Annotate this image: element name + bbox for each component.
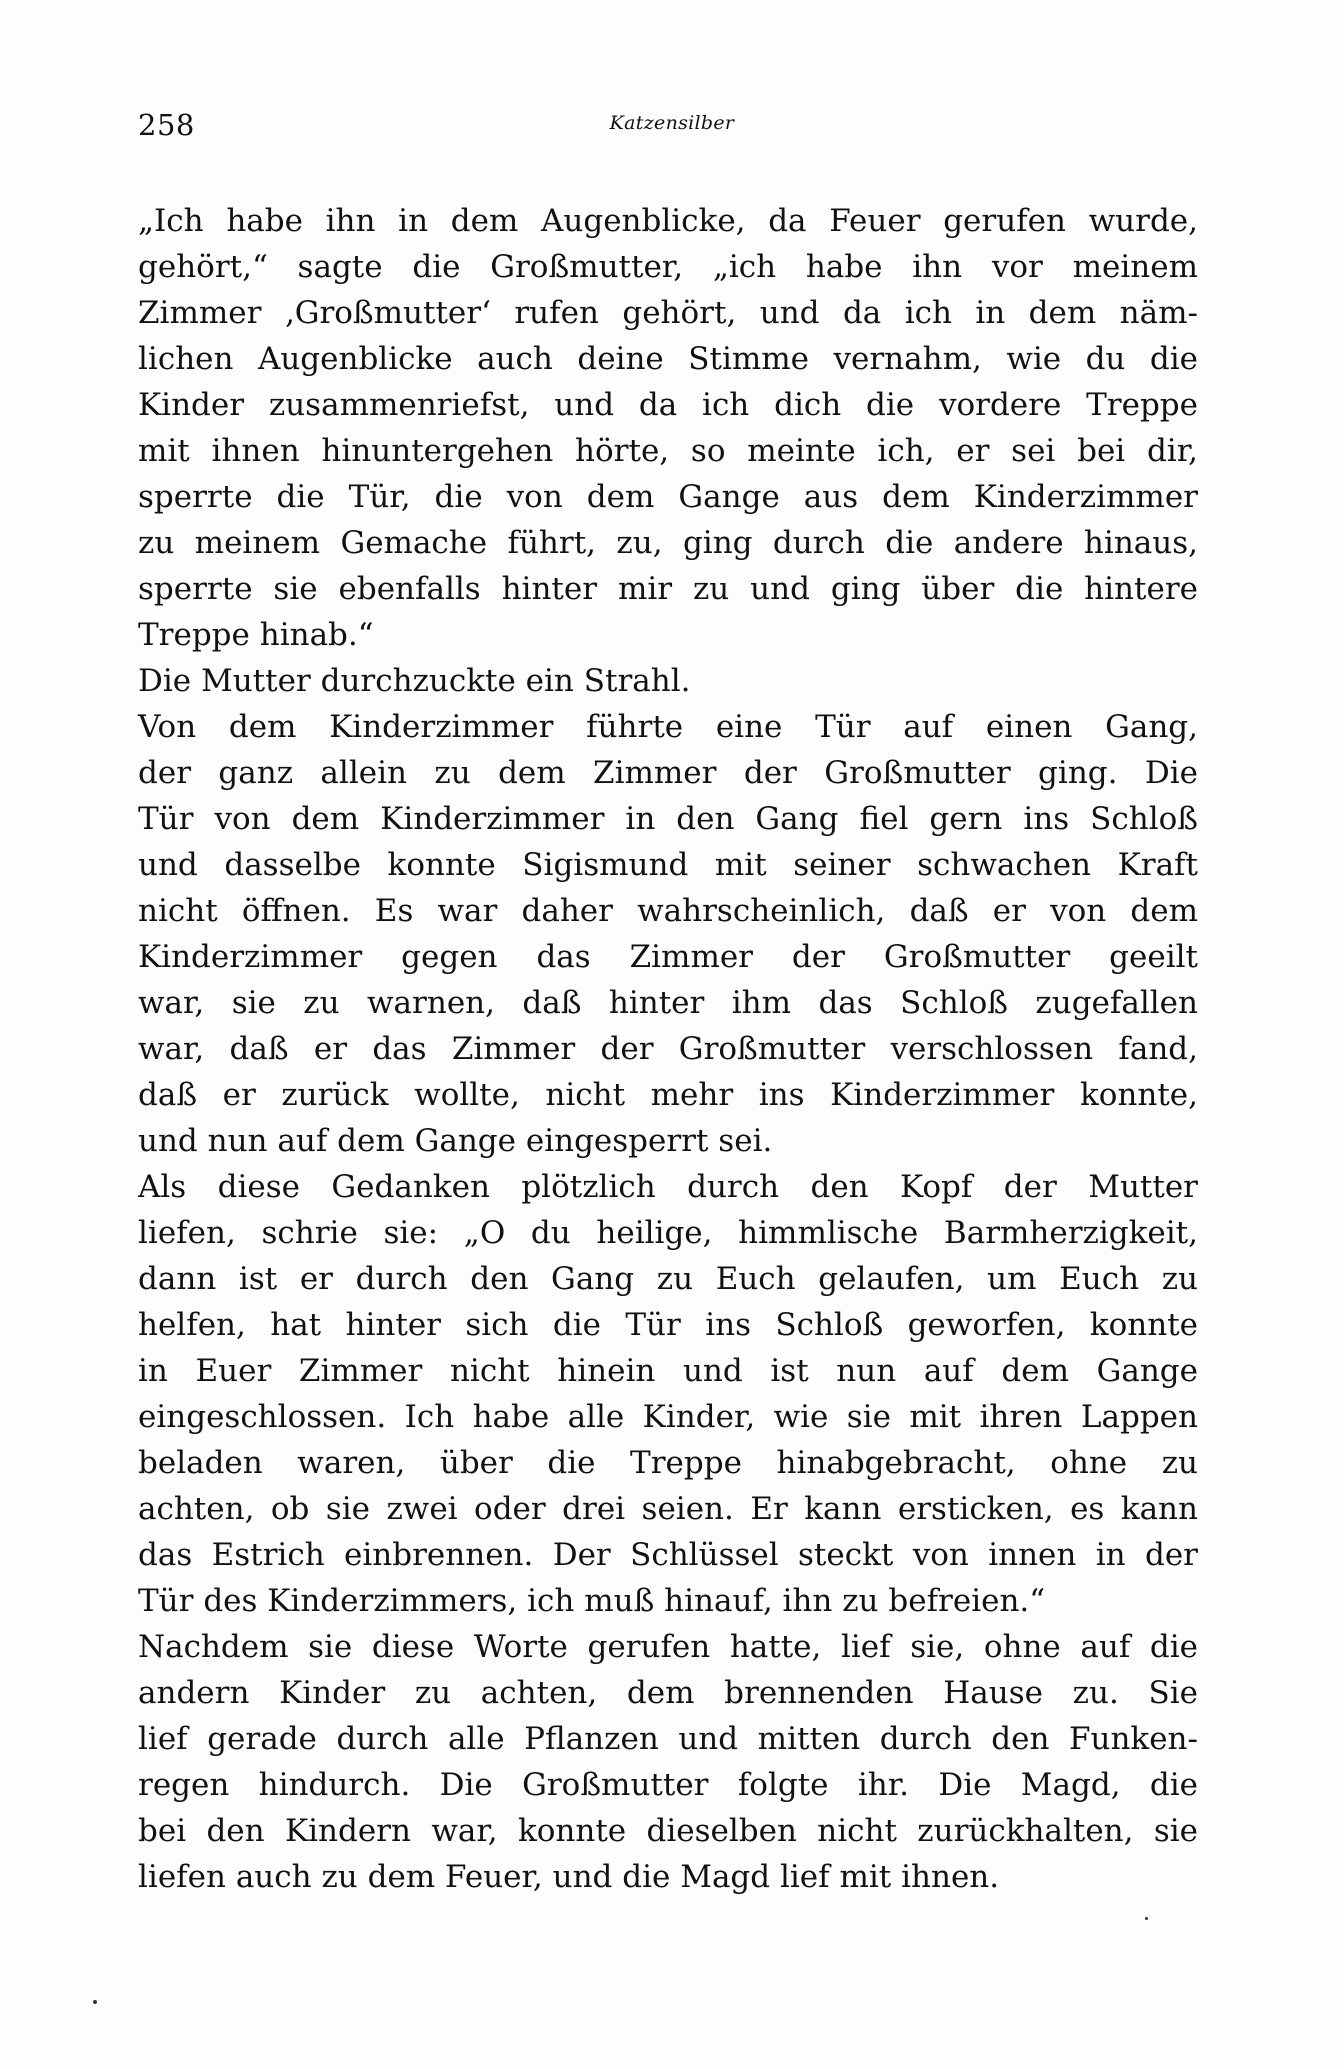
text-line: in Euer Zimmer nicht hinein und ist nun auf dem Gange bbox=[138, 1353, 1198, 1389]
paragraph bbox=[138, 198, 1198, 658]
text-line: Zimmer ‚Großmutter‘ rufen gehört, und da ich in dem näm- bbox=[138, 295, 1198, 331]
paragraph bbox=[138, 658, 1198, 704]
text-line: lief gerade durch alle Pflanzen und mitten durch den Funken- bbox=[138, 1721, 1198, 1757]
text-line: mit ihnen hinuntergehen hörte, so meinte ich, er sei bei dir, bbox=[138, 433, 1198, 469]
paragraph bbox=[138, 704, 1198, 1164]
text-line: gehört,“ sagte die Großmutter, „ich habe ihn vor meinem bbox=[138, 249, 1198, 285]
text-line: zu meinem Gemache führt, zu, ging durch die andere hinaus, bbox=[138, 525, 1198, 561]
text-line: helfen, hat hinter sich die Tür ins Schloß geworfen, konnte bbox=[138, 1307, 1198, 1343]
text-line: Treppe hinab.“ bbox=[138, 617, 374, 653]
text-line: beladen waren, über die Treppe hinabgebracht, ohne zu bbox=[138, 1445, 1198, 1481]
text-line: „Ich habe ihn in dem Augenblicke, da Feuer gerufen wurde, bbox=[138, 203, 1198, 239]
text-line: dann ist er durch den Gang zu Euch gelaufen, um Euch zu bbox=[138, 1261, 1198, 1297]
text-line: achten, ob sie zwei oder drei seien. Er kann ersticken, es kann bbox=[138, 1491, 1198, 1527]
body-text bbox=[138, 198, 1198, 1900]
text-line: Von dem Kinderzimmer führte eine Tür auf einen Gang, bbox=[138, 709, 1198, 745]
text-line: andern Kinder zu achten, dem brennenden Hause zu. Sie bbox=[138, 1675, 1198, 1711]
text-line: Kinder zusammenriefst, und da ich dich die vordere Treppe bbox=[138, 387, 1198, 423]
text-line: Kinderzimmer gegen das Zimmer der Großmutter geeilt bbox=[138, 939, 1198, 975]
text-line: daß er zurück wollte, nicht mehr ins Kinderzimmer konnte, bbox=[138, 1077, 1198, 1113]
text-line: der ganz allein zu dem Zimmer der Großmutter ging. Die bbox=[138, 755, 1198, 791]
text-line: und dasselbe konnte Sigismund mit seiner schwachen Kraft bbox=[138, 847, 1198, 883]
text-line: war, sie zu warnen, daß hinter ihm das Schloß zugefallen bbox=[138, 985, 1198, 1021]
text-line: Tür von dem Kinderzimmer in den Gang fiel gern ins Schloß bbox=[138, 801, 1198, 837]
text-line: liefen auch zu dem Feuer, und die Magd lief mit ihnen. bbox=[138, 1859, 1000, 1895]
paragraph bbox=[138, 1164, 1198, 1624]
text-line: sperrte sie ebenfalls hinter mir zu und ging über die hintere bbox=[138, 571, 1198, 607]
text-line: Als diese Gedanken plötzlich durch den Kopf der Mutter bbox=[138, 1169, 1198, 1205]
text-line: liefen, schrie sie: „O du heilige, himmlische Barmherzigkeit, bbox=[138, 1215, 1198, 1251]
text-line: Tür des Kinderzimmers, ich muß hinauf, ihn zu befreien.“ bbox=[138, 1583, 1046, 1619]
text-line: bei den Kindern war, konnte dieselben nicht zurückhalten, sie bbox=[138, 1813, 1198, 1849]
text-line: nicht öffnen. Es war daher wahrscheinlich, daß er von dem bbox=[138, 893, 1198, 929]
running-title: Katzensilber bbox=[609, 112, 735, 134]
text-line: Nachdem sie diese Worte gerufen hatte, lief sie, ohne auf die bbox=[138, 1629, 1198, 1665]
paragraph bbox=[138, 1624, 1198, 1900]
scan-speck bbox=[1145, 1917, 1148, 1920]
scan-speck bbox=[93, 2000, 97, 2004]
text-line: regen hindurch. Die Großmutter folgte ihr. Die Magd, die bbox=[138, 1767, 1198, 1803]
page-number: 258 bbox=[138, 108, 195, 142]
text-line: eingeschlossen. Ich habe alle Kinder, wie sie mit ihren Lappen bbox=[138, 1399, 1198, 1435]
text-line: war, daß er das Zimmer der Großmutter verschlossen fand, bbox=[138, 1031, 1198, 1067]
text-line: lichen Augenblicke auch deine Stimme vernahm, wie du die bbox=[138, 341, 1198, 377]
text-line: Die Mutter durchzuckte ein Strahl. bbox=[138, 663, 691, 699]
text-line: sperrte die Tür, die von dem Gange aus dem Kinderzimmer bbox=[138, 479, 1198, 515]
text-line: und nun auf dem Gange eingesperrt sei. bbox=[138, 1123, 773, 1159]
page-header bbox=[138, 108, 1206, 148]
text-line: das Estrich einbrennen. Der Schlüssel steckt von innen in der bbox=[138, 1537, 1198, 1573]
